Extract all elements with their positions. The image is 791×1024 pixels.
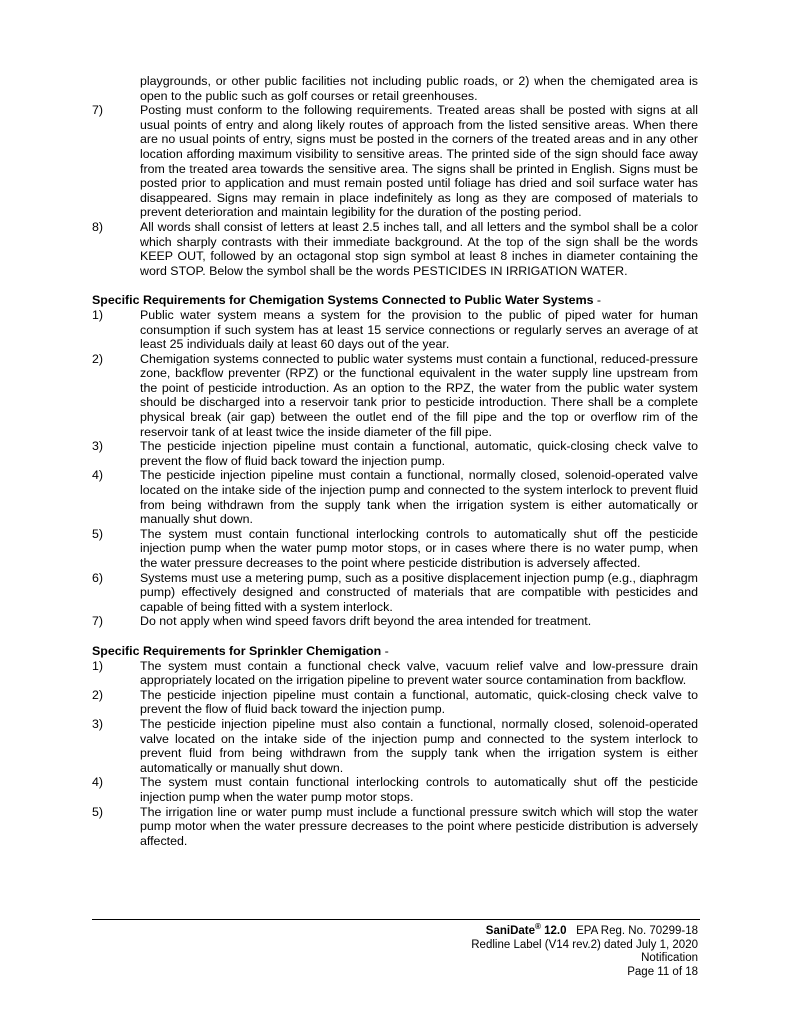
list-item-number: 3): [92, 716, 104, 731]
list-item: [92, 688, 698, 717]
list-item: [92, 352, 698, 440]
list-item-number: 3): [92, 439, 104, 454]
list-item: [92, 527, 698, 571]
list-item: [92, 717, 698, 775]
list-item-text: Posting must conform to the following requirements. Treated areas shall be posted with signs at all usual points of entry and along likely routes of approach from the listed sensitive areas. When there are no usual points of entry, signs must be posted in the corners of the treated areas and in any other location affording maximum visibility to sensitive areas. The printed side of the sign should face away from the treated area towards the sensitive area. The signs shall be printed in English. Signs must be posted prior to application and must remain posted until foliage has dried and soil surface water has disappeared. Signs may remain in place indefinitely as long as they are composed of materials to prevent deterioration and maintain legibility for the duration of the posting period.: [140, 103, 698, 220]
page-footer: [471, 922, 698, 979]
list-item-number: 2): [92, 351, 104, 366]
list-item-number: 5): [92, 804, 104, 819]
product-name: SaniDate: [485, 925, 536, 937]
footer-divider: [92, 919, 700, 920]
page-number: Page 11 of 18: [627, 965, 698, 978]
list-item: [92, 220, 698, 278]
list-item-text: All words shall consist of letters at least 2.5 inches tall, and all letters and the symbol shall be a color which sharply contrasts with their immediate background. At the top of the sign shall be the words KEEP OUT, followed by an octagonal stop sign symbol at least 8 inches in diameter containing the word STOP. Below the symbol shall be the words PESTICIDES IN IRRIGATION WATER.: [140, 219, 698, 278]
list-item-text: The system must contain functional interlocking controls to automatically shut off the pesticide injection pump when the water pump motor stops, or in cases where there is no water pump, when the water pressure decreases to the point where pesticide distribution is adversely affected.: [140, 526, 698, 570]
posting-requirements-list: [92, 103, 698, 278]
public-water-requirements-list: [92, 308, 698, 629]
list-item-number: 4): [92, 775, 104, 790]
list-item: [92, 103, 698, 220]
list-item-text: Chemigation systems connected to public water systems must contain a functional, reduced-pressure zone, backflow preventer (RPZ) or the functional equivalent in the water supply line upstream from the point of pesticide introduction. As an option to the RPZ, the water from the public water system should be discharged into a reservoir tank prior to pesticide introduction. There shall be a complete physical break (air gap) between the outlet end of the fill pipe and the top or overflow rim of the reservoir tank of at least twice the inside diameter of the fill pipe.: [140, 351, 698, 439]
sprinkler-requirements-list: [92, 659, 698, 849]
heading-text: Specific Requirements for Sprinkler Chemigation: [92, 643, 382, 658]
redline-label: Redline Label (V14 rev.2) dated July 1, 2020: [471, 938, 698, 951]
list-item-number: 8): [92, 219, 104, 234]
list-item-text: Do not apply when wind speed favors drift beyond the area intended for treatment.: [140, 614, 592, 629]
list-item: [92, 439, 698, 468]
heading-text: Specific Requirements for Chemigation Systems Connected to Public Water Systems: [92, 293, 594, 308]
notification-label: Notification: [641, 952, 698, 965]
list-item: [92, 659, 698, 688]
list-item-number: 1): [92, 307, 104, 322]
list-item: [92, 775, 698, 804]
list-item-text: The irrigation line or water pump must include a functional pressure switch which will stop the water pump motor when the water pressure decreases to the point where pesticide distribution is adversely affected.: [140, 804, 698, 848]
list-item: [92, 468, 698, 526]
list-item-number: 6): [92, 570, 104, 585]
list-item: [92, 805, 698, 849]
list-item-text: The pesticide injection pipeline must contain a functional, automatic, quick-closing check valve to prevent the flow of fluid back toward the injection pump.: [140, 439, 698, 468]
list-item-number: 5): [92, 526, 104, 541]
heading-dash: -: [381, 643, 389, 658]
list-item: [92, 571, 698, 615]
continuation-text: playgrounds, or other public facilities not including public roads, or 2) when the chemigated area is open to the public such as golf courses or retail greenhouses.: [140, 74, 698, 103]
list-item: [92, 308, 698, 352]
list-item-text: The pesticide injection pipeline must contain a functional, automatic, quick-closing check valve to prevent the flow of fluid back toward the injection pump.: [140, 687, 698, 717]
list-item-text: The system must contain functional interlocking controls to automatically shut off the pesticide injection pump when the water pump motor stops.: [140, 775, 698, 804]
list-item-number: 4): [92, 468, 104, 483]
epa-reg-number: EPA Reg. No. 70299-18: [576, 925, 698, 937]
section-heading-sprinkler: [92, 644, 698, 659]
list-item-number: 7): [92, 103, 104, 118]
registered-mark: ®: [535, 922, 541, 932]
list-item-number: 7): [92, 614, 104, 629]
list-item-number: 2): [92, 687, 104, 702]
product-version: 12.0: [540, 925, 567, 937]
footer-product-line: [471, 922, 698, 939]
list-item-text: The pesticide injection pipeline must contain a functional, normally closed, solenoid-operated valve located on the intake side of the injection pump and connected to the system interlock to prevent fluid from being withdrawn from the supply tank when the irrigation system is either automatically or manually shut down.: [140, 468, 698, 527]
list-item-number: 1): [92, 658, 104, 673]
list-item-text: The system must contain a functional check valve, vacuum relief valve and low-pressure drain appropriately located on the irrigation pipeline to prevent water source contamination from backflow.: [140, 658, 698, 688]
list-item-text: The pesticide injection pipeline must also contain a functional, normally closed, solenoid-operated valve located on the intake side of the injection pump and connected to the system interlock to prevent fluid from being withdrawn from the supply tank when the irrigation system is either automatically or manually shut down.: [140, 716, 698, 775]
document-body: [92, 74, 698, 848]
heading-dash: -: [593, 293, 602, 308]
list-item-text: Systems must use a metering pump, such as a positive displacement injection pump (e.g., diaphragm pump) effectively designed and constructed of materials that are compatible with pesticides and capable of being fitted with a system interlock.: [140, 570, 698, 614]
list-item: [92, 614, 698, 629]
section-heading-public-water: [92, 293, 698, 308]
list-item-text: Public water system means a system for the provision to the public of piped water for human consumption if such system has at least 15 service connections or regularly serves an average of at least 25 individuals daily at least 60 days out of the year.: [140, 307, 698, 352]
